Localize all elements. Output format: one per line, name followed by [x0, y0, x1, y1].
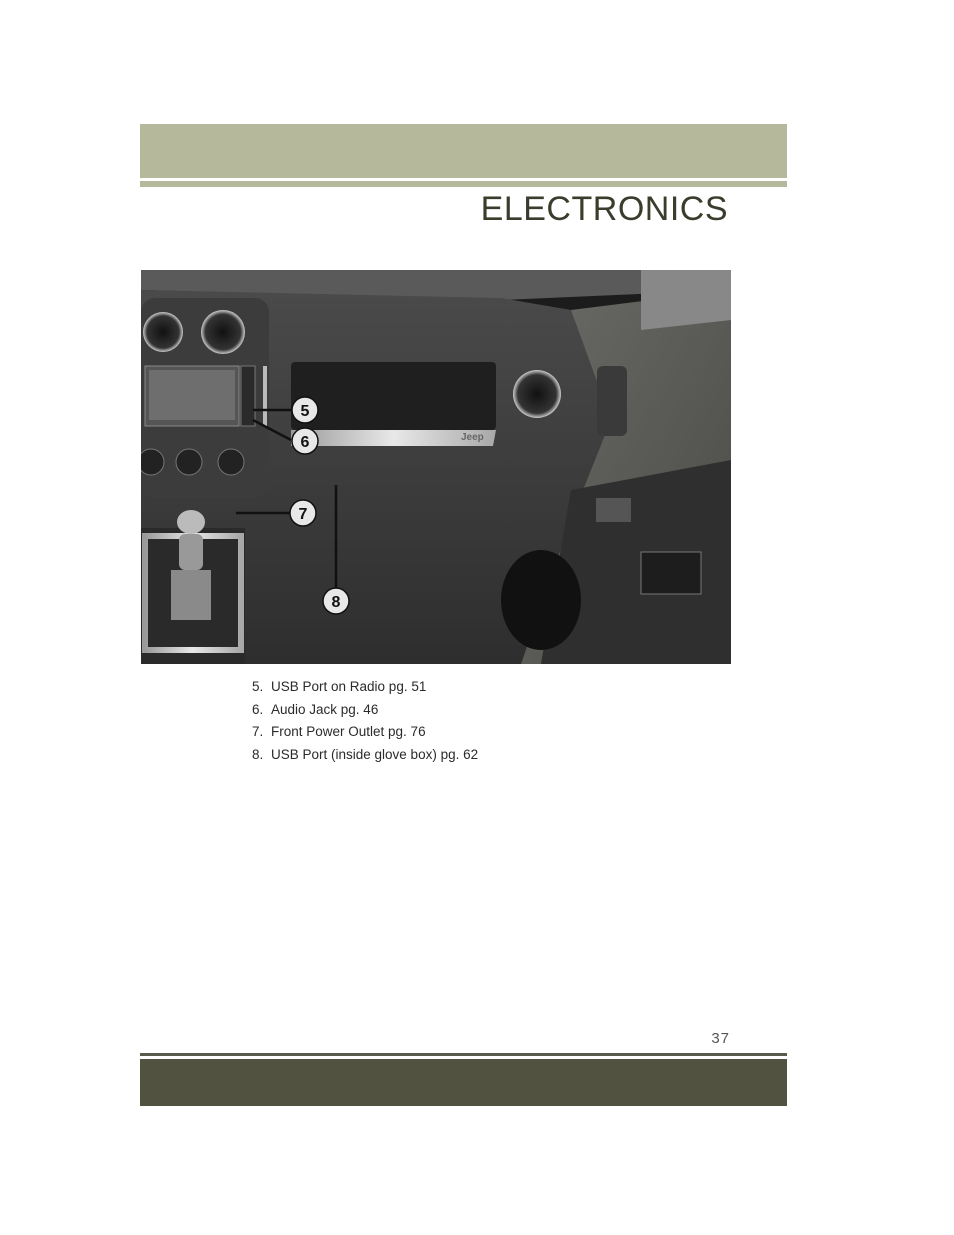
- legend-item: 6. Audio Jack pg. 46: [252, 701, 379, 717]
- callout-5: 5: [300, 403, 310, 420]
- header-band: [140, 124, 787, 178]
- callout-6: 6: [300, 434, 310, 451]
- legend-item: 5. USB Port on Radio pg. 51: [252, 679, 427, 694]
- section-title: ELECTRONICS: [480, 190, 728, 228]
- jeep-logo-text: Jeep: [461, 432, 484, 443]
- header-stripe: [140, 181, 787, 187]
- legend-item: 8. USB Port (inside glove box) pg. 62: [252, 746, 479, 762]
- footer-line: [140, 1053, 787, 1056]
- figure-legend: [252, 676, 478, 766]
- footer-band: [140, 1059, 787, 1106]
- callout-8: 8: [331, 594, 341, 611]
- page-number: 37: [711, 1030, 730, 1047]
- dashboard-photo: [141, 270, 731, 664]
- callout-7: 7: [298, 506, 308, 523]
- legend-item: 7. Front Power Outlet pg. 76: [252, 724, 426, 740]
